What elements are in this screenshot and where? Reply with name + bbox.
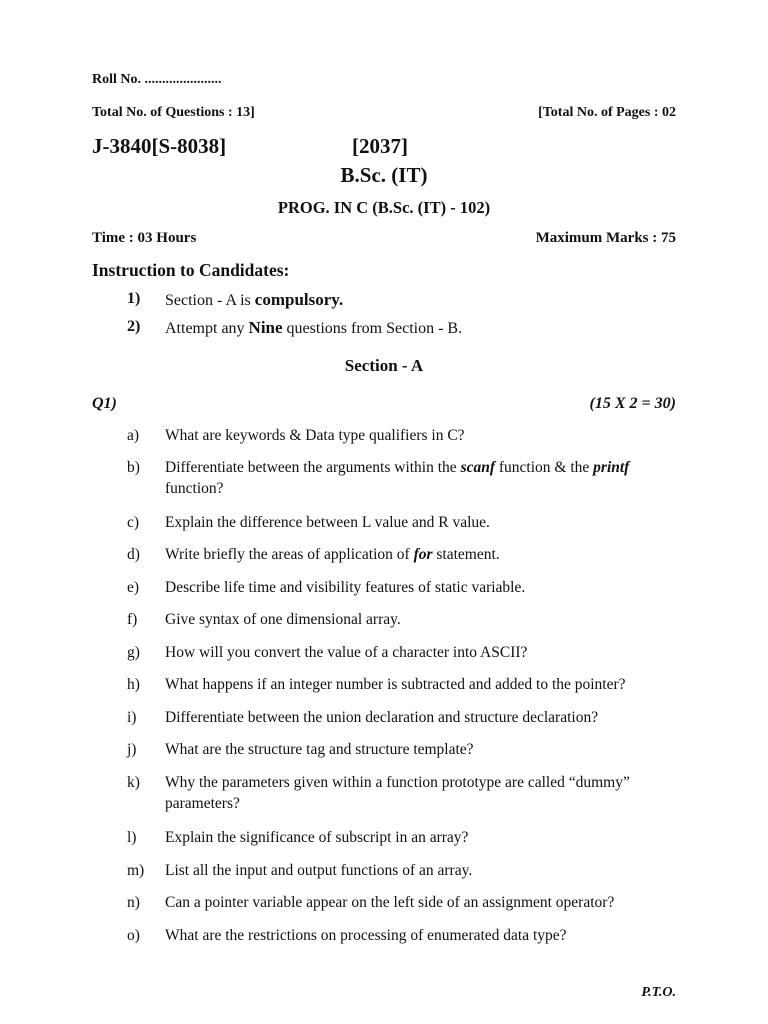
part-label: l)	[127, 829, 137, 846]
part-label: m)	[127, 862, 145, 879]
instruction-text: Attempt any Nine questions from Section - B.	[165, 318, 463, 337]
instruction-text: Section - A is compulsory.	[165, 290, 344, 309]
part-label: f)	[127, 611, 138, 628]
part-text: How will you convert the value of a character into ASCII?	[165, 644, 528, 661]
keyword-scanf: scanf	[460, 459, 496, 476]
part-text: Explain the difference between L value and R value.	[165, 514, 490, 531]
exam-time: Time : 03 Hours	[92, 230, 197, 246]
part-label: c)	[127, 514, 140, 531]
maximum-marks: Maximum Marks : 75	[535, 230, 676, 246]
course-title: B.Sc. (IT)	[340, 163, 428, 187]
part-text: Write briefly the areas of application of for statement.	[165, 546, 500, 563]
part-label: d)	[127, 546, 140, 563]
part-text: Differentiate between the arguments within the scanf function & the printf function?	[165, 459, 630, 497]
part-label: o)	[127, 927, 140, 944]
part-text: Why the parameters given within a function prototype are called “dummy” parameters?	[165, 774, 630, 812]
part-label: j)	[127, 741, 137, 758]
part-text: List all the input and output functions of an array.	[165, 862, 473, 879]
part-text: Can a pointer variable appear on the left side of an assignment operator?	[165, 894, 615, 911]
part-text: Differentiate between the union declaration and structure declaration?	[165, 709, 599, 726]
paper-code: J-3840[S-8038]	[92, 134, 227, 158]
keyword-for: for	[413, 546, 433, 563]
part-label: h)	[127, 676, 140, 693]
roll-no: Roll No. ......................	[92, 72, 222, 87]
part-label: a)	[127, 427, 140, 444]
total-questions: Total No. of Questions : 13]	[92, 105, 255, 120]
part-text: What happens if an integer number is subtracted and added to the pointer?	[165, 676, 626, 693]
part-text: Explain the significance of subscript in an array?	[165, 829, 469, 846]
part-label: e)	[127, 579, 140, 596]
part-text: What are the restrictions on processing of enumerated data type?	[165, 927, 567, 944]
part-label: b)	[127, 459, 140, 476]
part-text: What are keywords & Data type qualifiers in C?	[165, 427, 465, 444]
part-text: Describe life time and visibility features of static variable.	[165, 579, 526, 596]
part-text: Give syntax of one dimensional array.	[165, 611, 401, 628]
question-label: Q1)	[92, 395, 117, 412]
instruction-number: 2)	[127, 318, 141, 335]
instructions-heading: Instruction to Candidates:	[92, 260, 290, 280]
part-label: i)	[127, 709, 137, 726]
instruction-number: 1)	[127, 290, 141, 307]
part-text: What are the structure tag and structure template?	[165, 741, 474, 758]
paper-number: [2037]	[352, 134, 408, 158]
part-label: n)	[127, 894, 140, 911]
section-title: Section - A	[344, 356, 424, 375]
part-label: g)	[127, 644, 140, 661]
pto-marker: P.T.O.	[641, 985, 676, 1000]
keyword-printf: printf	[593, 459, 630, 476]
total-pages: [Total No. of Pages : 02	[538, 105, 676, 120]
subject-title: PROG. IN C (B.Sc. (IT) - 102)	[277, 198, 491, 217]
part-label: k)	[127, 774, 140, 791]
question-marks: (15 X 2 = 30)	[589, 395, 676, 412]
